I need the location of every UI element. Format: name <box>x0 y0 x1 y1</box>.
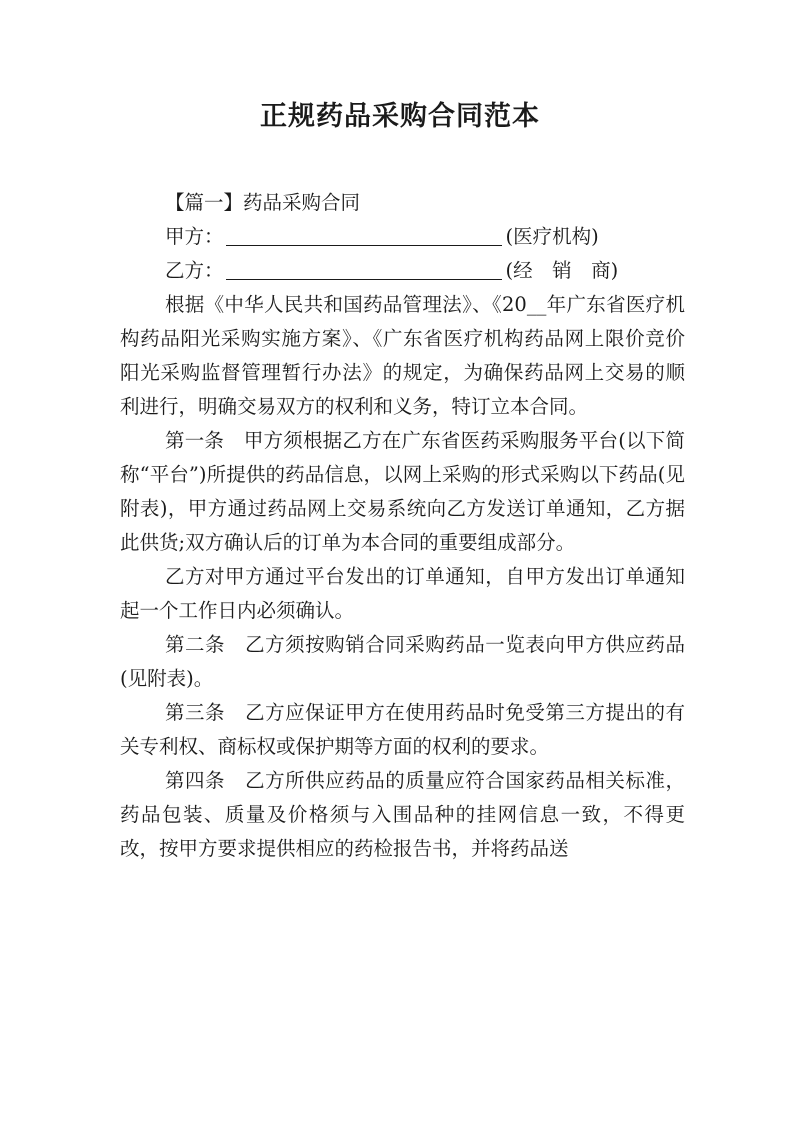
party-a-label: 甲方： <box>165 225 224 248</box>
document-title: 正规药品采购合同范本 <box>260 101 540 132</box>
paragraph-article-1: 第一条 甲方须根据乙方在广东省医药采购服务平台(以下简称“平台”)所提供的药品信息，以网上采购的形式采购以下药品(见附表)，甲方通过药品网上交易系统向乙方发送订单通知，乙方据此供货;双方确认后的订单为本合同的重要组成部分。 <box>120 429 685 554</box>
party-b-blank <box>226 257 502 280</box>
paragraph-article-1-confirm: 乙方对甲方通过平台发出的订单通知，自甲方发出订单通知起一个工作日内必须确认。 <box>120 565 685 622</box>
party-b-label: 乙方： <box>165 259 224 282</box>
paragraph-preamble: 根据《中华人民共和国药品管理法》、《20__年广东省医疗机构药品阳光采购实施方案》、《广东省医疗机构药品网上限价竞价阳光采购监督管理暂行办法》的规定，为确保药品网上交易的顺利进行，明确交易双方的权利和义务，特订立本合同。 <box>120 293 685 418</box>
party-b-role: (经 销 商) <box>505 259 619 282</box>
paragraph-article-3: 第三条 乙方应保证甲方在使用药品时免受第三方提出的有关专利权、商标权或保护期等方面的权利的要求。 <box>120 701 685 758</box>
paragraph-article-2: 第二条 乙方须按购销合同采购药品一览表向甲方供应药品(见附表)。 <box>120 633 685 690</box>
party-a-line <box>120 220 685 254</box>
party-a-blank <box>226 223 502 246</box>
party-a-role: (医疗机构) <box>505 225 599 248</box>
section-heading: 【篇一】药品采购合同 <box>165 191 361 214</box>
document-body <box>120 186 685 866</box>
paragraph-article-4: 第四条 乙方所供应药品的质量应符合国家药品相关标准，药品包装、质量及价格须与入围品种的挂网信息一致，不得更改，按甲方要求提供相应的药检报告书，并将药品送 <box>120 769 685 860</box>
party-b-line <box>120 254 685 288</box>
